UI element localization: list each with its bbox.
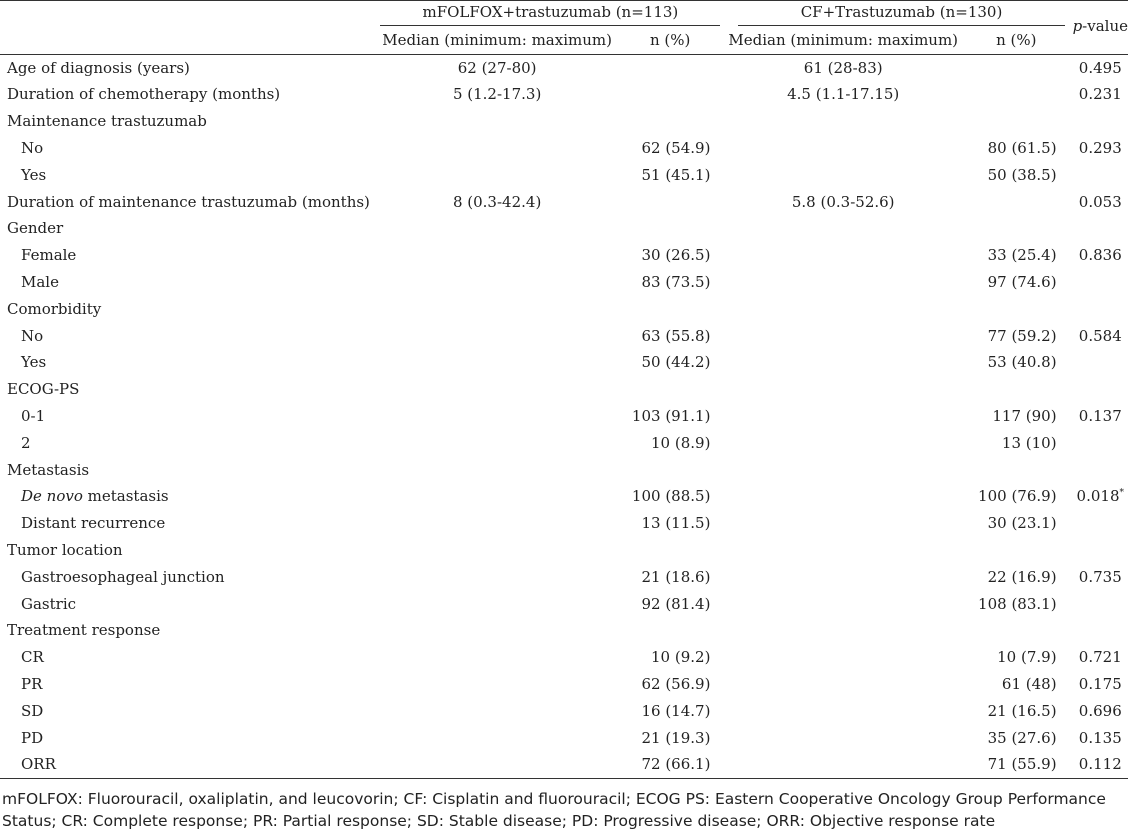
table-row [0,296,1128,323]
n-percent-cell-group2 [960,189,1073,216]
table-row [0,54,1128,81]
median-cell-group1 [380,644,614,671]
median-cell-group2 [726,403,960,430]
pvalue-cell [1073,698,1128,725]
pvalue-text: 0.696 [1078,701,1122,720]
header-row-sub [0,27,1128,54]
median-cell-group1 [380,135,614,162]
table-row [0,430,1128,457]
n-percent-cell-group2: 117 (90) [992,406,1057,425]
n-percent-cell-group2: 80 (61.5) [987,138,1057,157]
median-cell-group2: 4.5 (1.1-17.15) [787,85,900,104]
median-cell-group1 [380,162,614,189]
median-cell-group2 [726,617,960,644]
table-row [0,564,1128,591]
table-row [0,162,1128,189]
table-row [0,403,1128,430]
n-percent-cell-group2: 50 (38.5) [987,165,1057,184]
pvalue-cell [1073,671,1128,698]
n-percent-cell-group1: 16 (14.7) [641,701,711,720]
row-label: Distant recurrence [21,514,166,533]
header-row-groups [0,0,1128,27]
significance-marker: * [1119,488,1124,499]
pvalue-cell [1073,483,1128,510]
row-label-italic: De novo [21,487,83,506]
median-cell-group2 [726,242,960,269]
pvalue-text: 0.495 [1078,58,1122,77]
median-cell-group2 [726,564,960,591]
table-row [0,617,1128,644]
row-label: Yes [21,353,47,372]
sub-header-n2: n (%) [960,27,1073,54]
n-percent-cell-group2: 61 (48) [1001,674,1057,693]
pvalue-text: 0.175 [1078,674,1122,693]
n-percent-cell-group1 [614,617,727,644]
table-row [0,108,1128,135]
pvalue-text: 0.735 [1078,567,1122,586]
row-label: ECOG-PS [7,380,80,399]
pvalue-cell [1073,644,1128,671]
median-cell-group1 [380,430,614,457]
median-cell-group2 [726,162,960,189]
n-percent-cell-group1: 83 (73.5) [641,272,711,291]
pvalue-cell [1073,725,1128,752]
row-label: Age of diagnosis (years) [7,58,190,77]
row-label: PR [21,674,43,693]
row-label: Metastasis [7,460,90,479]
n-percent-cell-group1 [614,54,727,81]
median-cell-group2 [726,537,960,564]
table-row [0,269,1128,296]
n-percent-cell-group2 [960,215,1073,242]
pvalue-text: 0.112 [1078,755,1122,774]
n-percent-cell-group1: 51 (45.1) [641,165,711,184]
n-percent-cell-group1: 10 (8.9) [651,433,711,452]
median-cell-group2 [726,323,960,350]
median-cell-group1 [380,349,614,376]
row-label: Gender [7,219,64,238]
pvalue-text: 0.721 [1078,648,1122,667]
sub-header-median2: Median (minimum: maximum) [726,27,960,54]
n-percent-cell-group2: 71 (55.9) [987,755,1057,774]
pvalue-header-rest: -value [1082,17,1128,36]
row-label: Tumor location [7,540,123,559]
row-label: Comorbidity [7,299,102,318]
row-label [0,483,380,510]
median-cell-group2 [726,430,960,457]
median-cell-group2 [726,725,960,752]
n-percent-cell-group1: 72 (66.1) [641,755,711,774]
pvalue-cell [1073,617,1128,644]
n-percent-cell-group2 [960,54,1073,81]
pvalue-cell [1073,510,1128,537]
table-row [0,510,1128,537]
group1-header-text: mFOLFOX+trastuzumab (n=113) [380,0,720,26]
pvalue-text: 0.053 [1078,192,1122,211]
pvalue-cell [1073,242,1128,269]
sub-header-median1: Median (minimum: maximum) [380,27,614,54]
group2-header [726,0,1072,27]
median-cell-group1 [380,510,614,537]
n-percent-cell-group1 [614,376,727,403]
table-row [0,81,1128,108]
n-percent-cell-group2 [960,108,1073,135]
row-label: PD [21,728,44,747]
pvalue-cell [1073,269,1128,296]
median-cell-group1 [380,698,614,725]
row-label: Gastric [21,594,77,613]
n-percent-cell-group2: 21 (16.5) [987,701,1057,720]
row-label: Gastroesophageal junction [21,567,225,586]
row-label: Maintenance trastuzumab [7,112,207,131]
row-label: CR [21,648,44,667]
n-percent-cell-group1: 50 (44.2) [641,353,711,372]
table-row [0,349,1128,376]
n-percent-cell-group1: 100 (88.5) [631,487,711,506]
pvalue-cell [1073,457,1128,484]
n-percent-cell-group1: 30 (26.5) [641,246,711,265]
table-row [0,591,1128,618]
n-percent-cell-group1: 63 (55.8) [641,326,711,345]
pvalue-cell [1073,215,1128,242]
table-row [0,698,1128,725]
median-cell-group1 [380,108,614,135]
table-row [0,671,1128,698]
median-cell-group2 [726,698,960,725]
row-label: Duration of maintenance trastuzumab (months) [7,192,370,211]
header-blank [0,0,380,27]
pvalue-header [1073,0,1128,54]
n-percent-cell-group1: 21 (18.6) [641,567,711,586]
n-percent-cell-group1 [614,537,727,564]
group2-header-text: CF+Trastuzumab (n=130) [738,0,1064,26]
median-cell-group2 [726,296,960,323]
median-cell-group1 [380,617,614,644]
table-body [0,54,1128,779]
pvalue-cell [1073,135,1128,162]
median-cell-group2: 5.8 (0.3-52.6) [791,192,895,211]
n-percent-cell-group2: 108 (83.1) [978,594,1057,613]
median-cell-group2 [726,591,960,618]
n-percent-cell-group1: 10 (9.2) [651,648,711,667]
sub-header-n1: n (%) [614,27,727,54]
n-percent-cell-group2: 13 (10) [1001,433,1057,452]
pvalue-cell [1073,430,1128,457]
median-cell-group1: 5 (1.2-17.3) [452,85,542,104]
group1-header [380,0,726,27]
pvalue-cell [1073,189,1128,216]
median-cell-group1 [380,269,614,296]
n-percent-cell-group2: 53 (40.8) [987,353,1057,372]
n-percent-cell-group1: 62 (56.9) [641,674,711,693]
row-label: 2 [21,433,31,452]
n-percent-cell-group2: 77 (59.2) [987,326,1057,345]
median-cell-group2 [726,671,960,698]
table-row [0,376,1128,403]
n-percent-cell-group1 [614,108,727,135]
pvalue-cell [1073,376,1128,403]
pvalue-text: 0.137 [1078,406,1122,425]
table-row [0,242,1128,269]
pvalue-cell [1073,81,1128,108]
n-percent-cell-group1: 13 (11.5) [641,514,711,533]
n-percent-cell-group2: 10 (7.9) [997,648,1057,667]
row-label: Treatment response [7,621,161,640]
pvalue-text: 0.018 [1076,487,1120,506]
n-percent-cell-group1 [614,457,727,484]
median-cell-group2 [726,751,960,778]
header-blank-2 [0,27,380,54]
median-cell-group2 [726,269,960,296]
table-row [0,751,1128,778]
table-row [0,215,1128,242]
median-cell-group1 [380,725,614,752]
table-row [0,135,1128,162]
median-cell-group2 [726,349,960,376]
row-label: SD [21,701,44,720]
table-row [0,725,1128,752]
n-percent-cell-group1 [614,215,727,242]
pvalue-cell [1073,349,1128,376]
pvalue-text: 0.293 [1078,138,1122,157]
pvalue-text: 0.584 [1078,326,1122,345]
n-percent-cell-group2: 35 (27.6) [987,728,1057,747]
median-cell-group2 [726,510,960,537]
n-percent-cell-group2 [960,457,1073,484]
pvalue-cell [1073,296,1128,323]
n-percent-cell-group2: 100 (76.9) [978,487,1057,506]
n-percent-cell-group2 [960,296,1073,323]
n-percent-cell-group2 [960,376,1073,403]
median-cell-group1 [380,671,614,698]
n-percent-cell-group2: 30 (23.1) [987,514,1057,533]
row-label: Duration of chemotherapy (months) [7,85,281,104]
n-percent-cell-group1: 62 (54.9) [641,138,711,157]
pvalue-header-p: p [1072,17,1083,36]
pvalue-cell [1073,323,1128,350]
median-cell-group1: 62 (27-80) [457,58,537,77]
pvalue-cell [1073,403,1128,430]
median-cell-group1 [380,591,614,618]
median-cell-group1 [380,242,614,269]
footnote: mFOLFOX: Fluorouracil, oxaliplatin, and leucovorin; CF: Cisplatin and fluorouracil; ECOG PS: Eastern Cooperative Oncology Group Performance Status; CR: Complete response; PR: Partial response; SD: Stable disease; PD: Progressive disease; ORR: Objective response rate [2,790,1106,830]
median-cell-group1 [380,457,614,484]
median-cell-group1 [380,751,614,778]
median-cell-group1 [380,403,614,430]
median-cell-group2 [726,376,960,403]
row-label: Yes [21,165,47,184]
n-percent-cell-group1: 21 (19.3) [641,728,711,747]
pvalue-text: 0.135 [1078,728,1122,747]
n-percent-cell-group2: 22 (16.9) [987,567,1057,586]
n-percent-cell-group1: 92 (81.4) [641,594,711,613]
median-cell-group1: 8 (0.3-42.4) [452,192,542,211]
n-percent-cell-group1 [614,189,727,216]
table-row [0,457,1128,484]
median-cell-group1 [380,323,614,350]
median-cell-group2 [726,483,960,510]
pvalue-cell [1073,751,1128,778]
median-cell-group2: 61 (28-83) [803,58,883,77]
table-row [0,537,1128,564]
pvalue-cell [1073,162,1128,189]
n-percent-cell-group2: 97 (74.6) [987,272,1057,291]
median-cell-group2 [726,135,960,162]
row-label: ORR [21,755,56,774]
median-cell-group1 [380,537,614,564]
pvalue-cell [1073,54,1128,81]
median-cell-group1 [380,296,614,323]
pvalue-cell [1073,108,1128,135]
row-label: No [21,326,44,345]
table-row [0,189,1128,216]
pvalue-cell [1073,537,1128,564]
pvalue-text: 0.231 [1078,85,1122,104]
n-percent-cell-group2: 33 (25.4) [987,246,1057,265]
pvalue-cell [1073,591,1128,618]
median-cell-group2 [726,457,960,484]
median-cell-group2 [726,108,960,135]
row-label: No [21,138,44,157]
median-cell-group1 [380,376,614,403]
row-label-rest: metastasis [82,487,169,506]
median-cell-group1 [380,215,614,242]
row-label: Female [21,246,77,265]
n-percent-cell-group2 [960,617,1073,644]
n-percent-cell-group2 [960,81,1073,108]
median-cell-group1 [380,564,614,591]
median-cell-group2 [726,644,960,671]
n-percent-cell-group1: 103 (91.1) [631,406,711,425]
n-percent-cell-group1 [614,296,727,323]
median-cell-group2 [726,215,960,242]
row-label: Male [21,272,59,291]
n-percent-cell-group1 [614,81,727,108]
pvalue-cell [1073,564,1128,591]
pvalue-text: 0.836 [1078,246,1122,265]
table-row [0,323,1128,350]
row-label: 0-1 [21,406,46,425]
n-percent-cell-group2 [960,537,1073,564]
table-row [0,644,1128,671]
table-row [0,483,1128,510]
median-cell-group1 [380,483,614,510]
